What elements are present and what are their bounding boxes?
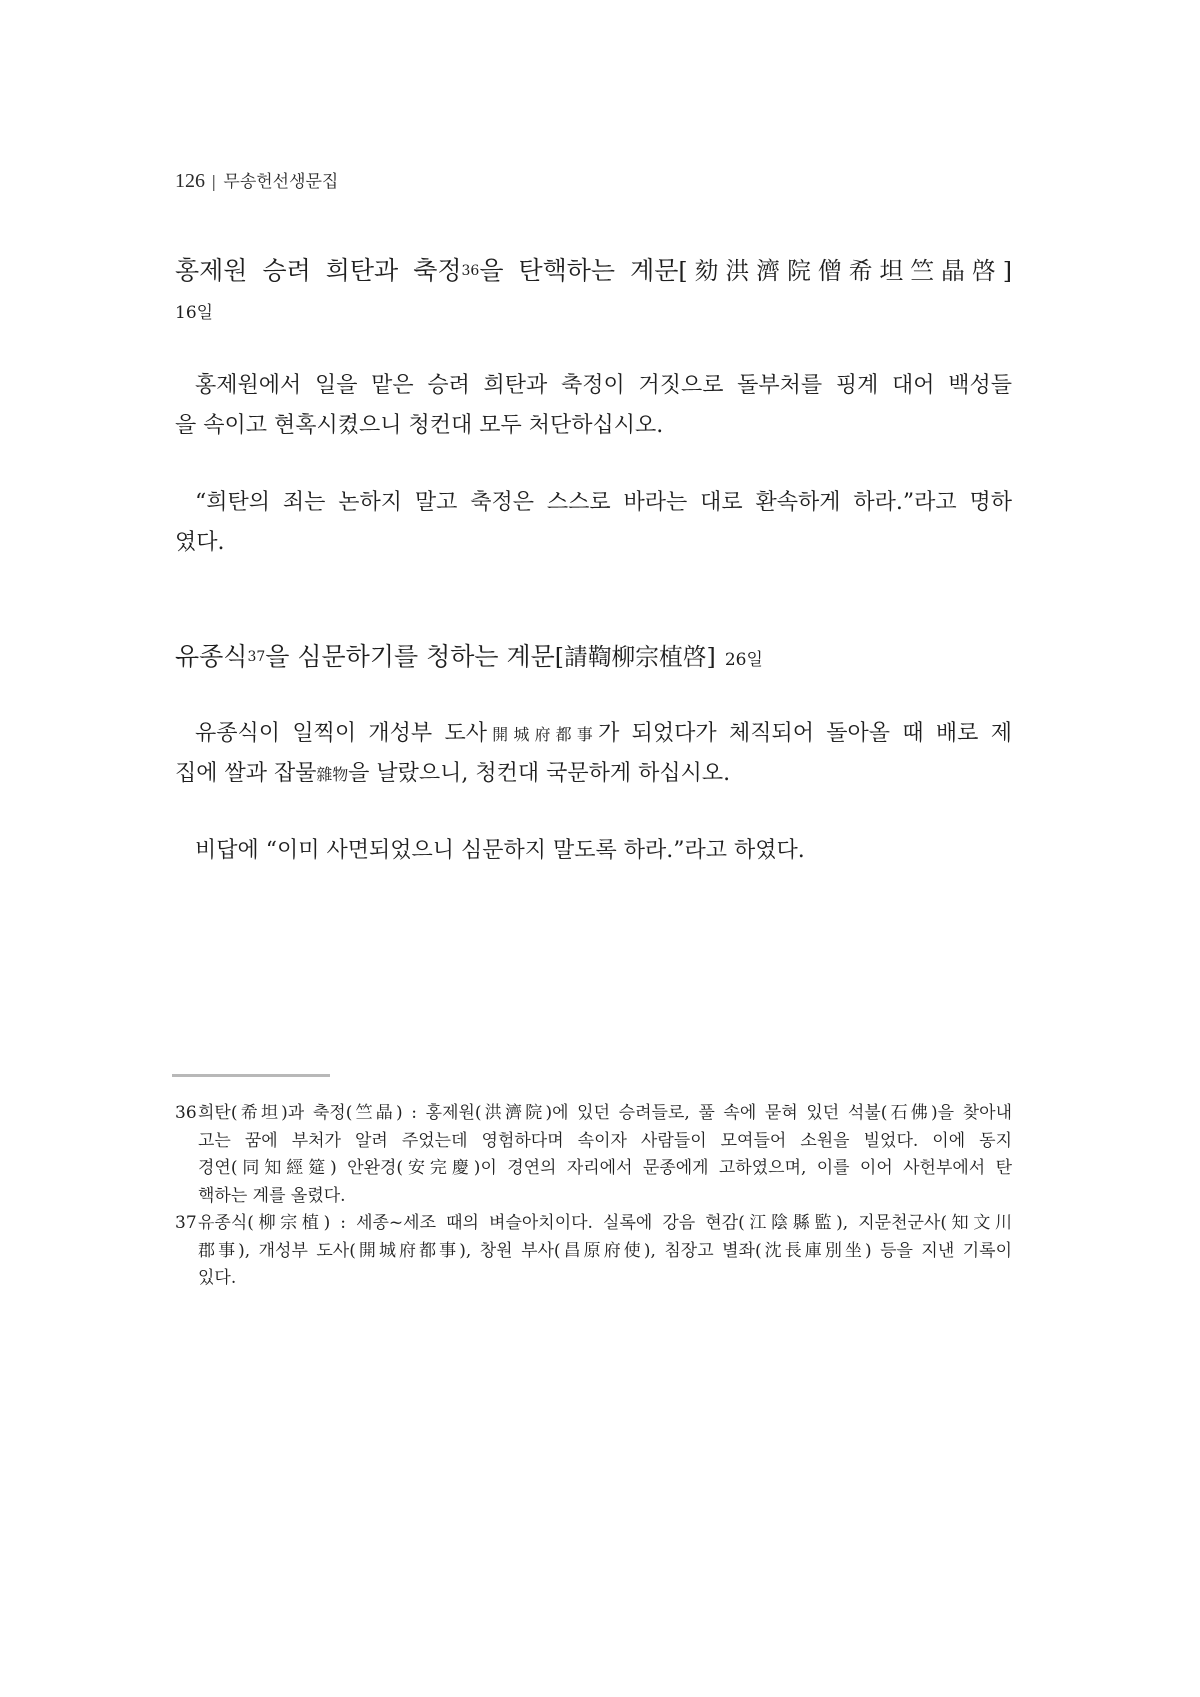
footnote-rule: [172, 1074, 330, 1077]
paragraph-line: 비답에 “이미 사면되었으니 심문하지 말도록 하라.”라고 하였다.: [195, 838, 805, 863]
line-text: 을 날랐으니, 청컨대 국문하게 하십시오.: [348, 761, 731, 786]
paragraph-line: 홍제원에서 일을 맡은 승려 희탄과 축정이 거짓으로 돌부처를 핑계 대어 백성들: [195, 373, 1012, 398]
paragraph-line: [175, 714, 1012, 754]
footnote-line: 있다.: [198, 1268, 237, 1288]
header-separator: |: [211, 172, 217, 191]
section-date: 26일: [724, 650, 763, 670]
title-text: 유종식: [175, 642, 248, 671]
footnote-line: 희탄(希坦)과 축정(竺晶) : 홍제원(洪濟院)에 있던 승려들로, 풀 속에 묻혀 있던 석불(石佛)을 찾아내: [198, 1103, 1012, 1123]
title-text: 을 심문하기를 청하는 계문: [265, 642, 555, 671]
inline-hanja: 雜物: [316, 765, 349, 784]
section-date: 16일: [175, 303, 214, 323]
paragraph: [175, 831, 1012, 871]
footnote-line: 핵하는 계를 올렸다.: [198, 1185, 346, 1206]
footnote-ref: 36: [461, 262, 480, 279]
title-hanja: [請鞫柳宗植啓]: [554, 643, 716, 671]
book-title: 무송헌선생문집: [223, 172, 339, 192]
footnote-line: 경연(同知經筵) 안완경(安完慶)이 경연의 자리에서 문종에게 고하였으며, 이를 이어 사헌부에서 탄: [198, 1158, 1012, 1178]
paragraph-line: 을 속이고 현혹시켰으니 청컨대 모두 처단하십시오.: [175, 413, 664, 438]
section-title: [175, 640, 1012, 674]
title-text: 을 탄핵하는 계문: [479, 256, 679, 285]
paragraph: [175, 714, 1012, 794]
paragraph-line: “희탄의 죄는 논하지 말고 축정은 스스로 바라는 대로 환속하게 하라.”라고 명하: [195, 490, 1012, 515]
footnote-line: 고는 꿈에 부처가 알려 주었는데 영험하다며 속이자 사람들이 모여들어 소원을 빌었다. 이에 동지: [198, 1130, 1012, 1151]
page-number: 126: [175, 170, 205, 192]
paragraph-line: [175, 754, 1012, 794]
footnote-number: 37: [175, 1213, 197, 1233]
footnote-line: 유종식(柳宗植) : 세종~세조 때의 벼슬아치이다. 실록에 강음 현감(江陰縣監), 지문천군사(知文川: [198, 1213, 1012, 1233]
line-text: 가 되었다가 체직되어 돌아올 때 배로 제: [598, 721, 1012, 746]
footnote: [175, 1210, 1012, 1293]
paragraph: [175, 366, 1012, 446]
footnote-number: 36: [175, 1103, 197, 1123]
running-head: [175, 169, 338, 193]
footnote-line: 郡事), 개성부 도사(開城府都事), 창원 부사(昌原府使), 침장고 별좌(沈長庫別坐) 등을 지낸 기록이: [198, 1240, 1012, 1261]
paragraph: [175, 483, 1012, 563]
title-hanja: [劾洪濟院僧希坦竺晶啓]: [678, 257, 1012, 285]
paragraph-line: 였다.: [175, 530, 225, 555]
inline-hanja: 開城府都事: [486, 725, 599, 744]
line-text: 집에 쌀과 잡물: [175, 761, 317, 786]
title-text: 홍제원 승려 희탄과 축정: [175, 256, 462, 285]
section-title: [175, 254, 1012, 288]
line-text: 유종식이 일찍이 개성부 도사: [195, 721, 487, 746]
footnote: [175, 1100, 1012, 1210]
footnote-ref: 37: [247, 648, 266, 665]
